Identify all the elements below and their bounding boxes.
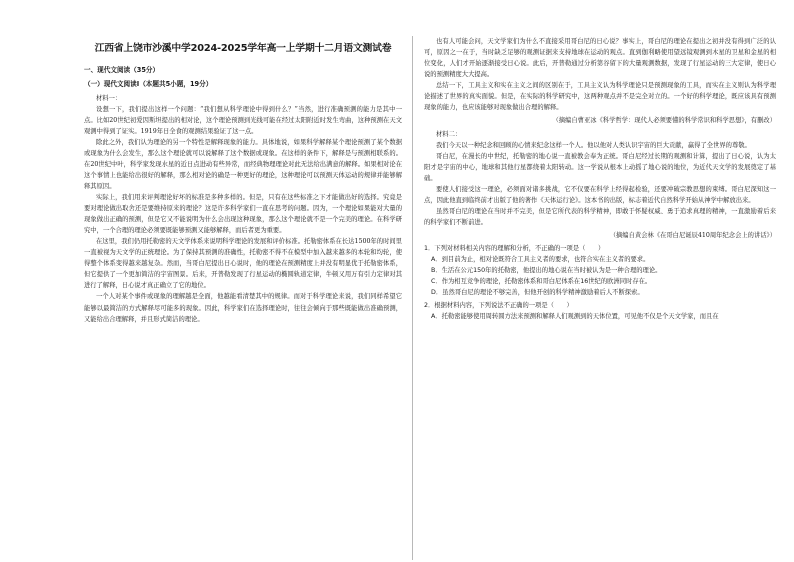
section-heading: 一、现代文阅读（35分） [84,66,160,75]
right-column [424,36,776,560]
paragraph: 一个人对某个事件或现象的理解越是全面，他越能看清楚其中的规律。而对于科学理论来说，我们同样希望它能够以最简洁的方式解释尽可能多的现象。因此，科学家们在选择理论时，往往会倾向于那些既能做出准确预测，又能给出合理解释，并且形式简洁的理论。 [84,293,402,323]
material-label: 材料一： [96,95,122,103]
question-1-option-d: D．虽然哥白尼的理论不够完善，但他开创的科学精神激励着后人不断探索。 [431,289,644,297]
question-2: 2．根据材料内容，下列说法不正确的一项是（ ） [424,302,573,310]
source-citation: （摘编自黄会林《在哥白尼诞辰410周年纪念会上的讲话》） [609,232,776,240]
paragraph: 设想一下，我们提出这样一个问题：“我们想从科学理论中得到什么？”当然，进行准确预测的能力是其中一点。比如20世纪初爱因斯坦提出的相对论，这个理论预测到光线可能在经过太阳附近时发生弯曲，这种预测在天文观测中得到了证实。1919年日全食的观测结果验证了这一点。 [84,106,402,136]
column-divider [412,36,413,560]
paragraph: 总结一下，工具主义和实在主义之间的区别在于，工具主义认为科学理论只是预测现象的工具，而实在主义则认为科学理论描述了世界的真实面貌。但是，在实际的科学研究中，这两种观点并不是完全对立的。一个好的科学理论，既应该具有预测现象的能力，也应该能够对现象做出合理的解释。 [424,82,776,112]
question-1: 1．下列对材料相关内容的理解和分析，不正确的一项是（ ） [424,245,605,253]
question-2-option-a: A．托勒密能够使用周转圆方法来预测和解释人们观测到的天体位置，可见他不仅是个天文学家，而且在 [431,313,719,321]
question-1-option-c: C．作为相互竞争的理论，托勒密体系和哥白尼体系在16世纪的欧洲同时存在。 [431,278,652,286]
paragraph: 也有人可能会问，天文学家们为什么不直接采用哥白尼的日心说？事实上，哥白尼的理论在提出之初并没有得到广泛的认可，原因之一在于，当时缺乏足够的观测证据来支持地球在运动的观点。直到伽利略使用望远镜观测到木星的卫星和金星的相位变化，人们才开始逐渐接受日心说。此后，开普勒通过分析第谷留下的大量观测数据，发现了行星运动的三大定律，使日心说的预测精度大大提高。 [424,38,776,79]
paragraph: 实际上，我们用来评判理论好坏的标准是多种多样的。但是，只有在这些标准之下才能做出好的选择。究竟是要对理论做出取舍还是要维持原来的理论？这是许多科学家们一直在思考的问题。因为，一个理论如果能对大量的现象做出正确的预测，但是它又不能说明为什么会出现这种现象，那么这个理论就不是一个完美的理论。在科学研究中，一个合理的理论必须要既能够预测又能够解释，而后者更为重要。 [84,194,402,235]
paragraph: 在这里，我们仍用托勒密的天文学体系来说明科学理论的发展和评价标准。托勒密体系在长达1500年的时间里一直被视为天文学的正统理论。为了保持其预测的准确性，托勒密不得不在模型中加入越来越多的本轮和均轮，使得整个体系变得越来越复杂。然而，当哥白尼提出日心说时，他的理论在预测精度上并没有明显优于托勒密体系，但它提供了一个更加简洁的宇宙图景。后来，开普勒发现了行星运动的椭圆轨道定律，牛顿又用万有引力定律对其进行了解释，日心说才真正确立了它的地位。 [84,238,402,290]
page-title: 江西省上饶市沙溪中学2024-2025学年高一上学期十二月语文测试卷 [94,43,392,54]
paragraph: 除此之外，我们认为理论的另一个特性是解释现象的能力。具体地说，如果科学解释某个理论预测了某个数据或现象为什么会发生，那么这个理论就可以说解释了这个数据或现象。在这样的条件下，解释是与预测相联系的。在20世纪中叶，科学家发现水星的近日点进动有些异常，而经典物理理论对此无法给出满意的解释。如果相对论在这个事情上也能给出很好的解释，那么相对论的确是一种更好的理论，这种理论可以预测天体运动的规律并能够解释其原因。 [84,139,402,191]
left-column [84,36,402,560]
paragraph: 我们今天以一种纪念和回顾的心情来纪念这样一个人。他以他对人类认识宇宙的巨大贡献，赢得了全世界的尊敬。 [436,142,751,150]
source-citation: （摘编自曹亚冰《科学哲学：现代人必须要懂的科学常识和科学思想》，有删改） [552,117,776,125]
subsection-heading: （一）现代文阅读Ⅰ（本题共5小题，19分） [84,79,213,88]
material-label: 材料二： [436,131,462,139]
question-1-option-b: B．生活在公元150年的托勒密，他提出的地心说在当时被认为是一种合理的理论。 [431,267,662,275]
paragraph: 要使人们接受这一理论，必须面对诸多挑战，它不仅要在科学上经得起检验，还要冲破宗教思想的束缚。哥白尼深知这一点，因此他直到临终前才出版了他的著作《天体运行论》。这本书的出版，标志着近代自然科学开始从神学中解放出来。 [424,186,776,205]
paragraph: 虽然哥白尼的理论在当时并不完美，但是它所代表的科学精神，即敢于怀疑权威、勇于追求真理的精神，一直激励着后来的科学家们不断前进。 [424,208,776,227]
paragraph: 哥白尼，在漫长的中世纪，托勒密的地心说一直被教会奉为正统。哥白尼经过长期的观测和计算，提出了日心说，认为太阳才是宇宙的中心，地球和其他行星都绕着太阳转动。这一学说从根本上动摇了地心说的地位，为近代天文学的发展奠定了基础。 [424,153,776,183]
question-1-option-a: A．到目前为止，相对论既符合工具主义者的要求，也符合实在主义者的要求。 [431,256,650,264]
